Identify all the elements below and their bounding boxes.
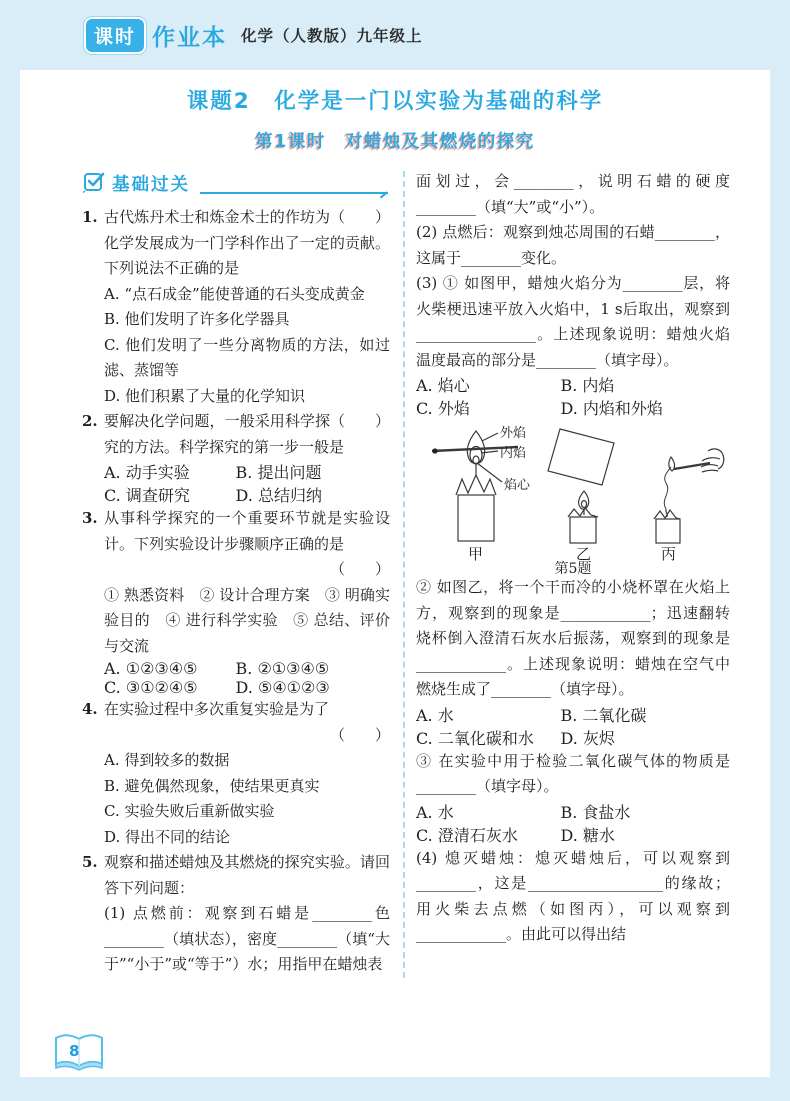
option-b: B. 二氧化碳 — [560, 705, 647, 725]
section-title: 基础过关 — [112, 174, 190, 195]
option-b: B. 避免偶然现象，使结果更真实 — [104, 776, 320, 795]
option-b: B. 食盐水 — [560, 802, 631, 822]
option-row — [104, 483, 390, 506]
option-row — [416, 726, 730, 749]
option-c: C. 他们发明了一些分离物质的方法，如过滤、蒸馏等 — [104, 335, 390, 379]
option-a: A. 水 — [416, 802, 454, 822]
option-c: C. 澄清石灰水 — [416, 825, 518, 845]
flame-label-core: 焰心 — [504, 478, 531, 493]
page-body — [20, 70, 770, 1077]
candle-experiment-figure — [416, 421, 730, 575]
question-5 — [82, 850, 390, 978]
two-column-layout — [82, 169, 730, 978]
option-a: A. 得到较多的数据 — [104, 751, 230, 769]
lesson-subtitle: 第1课时 对蜡烛及其燃烧的探究 — [255, 132, 535, 152]
option-row — [416, 373, 730, 396]
option-c: C. 实验失败后重新做实验 — [104, 802, 275, 820]
option-a: A. 焰心 — [416, 376, 470, 395]
question-stem: （ ） 要解决化学问题，一般采用科学探究的方法。科学探究的第一步一般是 — [104, 409, 390, 460]
section-header — [82, 169, 390, 197]
page-number: 8 — [69, 1042, 80, 1060]
question-3 — [82, 506, 390, 697]
option-b: B. 他们发明了许多化学器具 — [104, 310, 290, 328]
option-a: A. “点石成金”能使普通的石头变成黄金 — [104, 284, 365, 303]
option-a: A. 动手实验 — [104, 463, 190, 482]
page-number-badge — [52, 1031, 106, 1075]
sub-question-3b: ② 如图乙，将一个干而冷的小烧杯罩在火焰上方，观察到的现象是____________；迅速翻转烧杯倒入澄清石灰水后振荡，观察到的现象是____________。上述现象说明：蜡烛在空气中燃烧生成了________（填字母）。 — [416, 578, 730, 698]
option-d: D. 灰烬 — [560, 728, 615, 748]
answer-bracket: （ ） — [329, 412, 390, 430]
edition-label: 化学（人教版）九年级上 — [241, 27, 423, 45]
figure-caption-jia: 甲 — [468, 545, 484, 563]
option-c: C. 调查研究 — [104, 486, 190, 505]
option-d: D. 糖水 — [560, 825, 615, 845]
option-d: D. 得出不同的结论 — [104, 827, 231, 846]
answer-bracket: （ ） — [329, 725, 390, 744]
left-column — [82, 169, 390, 978]
answer-bracket: （ ） — [329, 560, 390, 578]
option-row — [416, 703, 730, 726]
q5-continuation: 面划过，会________，说明石蜡的硬度________（填“大”或“小”）。 — [416, 172, 730, 216]
option-b: B. ②①③④⑤ — [235, 659, 330, 678]
checkbox-icon — [82, 169, 106, 197]
numbered-steps: ① 熟悉资料 ② 设计合理方案 ③ 明确实验目的 ④ 进行科学实验 ⑤ 总结、评价与交流 — [104, 585, 390, 655]
question-number: 3. — [82, 509, 98, 527]
question-4 — [82, 697, 390, 850]
option-row — [104, 678, 390, 697]
option-b: B. 提出问题 — [235, 463, 322, 482]
option-b: B. 内焰 — [560, 376, 615, 395]
column-divider — [403, 171, 405, 978]
question-2 — [82, 409, 390, 506]
figure-caption-yi: 乙 — [576, 545, 592, 563]
figure-caption-bing: 丙 — [661, 545, 677, 563]
question-stem: 观察和描述蜡烛及其燃烧的探究实验。请回答下列问题： — [104, 853, 390, 897]
option-row — [104, 659, 390, 678]
sub-question-4: (4) 熄灭蜡烛：熄灭蜡烛后，可以观察到________，这是__________________的缘故；用火柴去点燃（如图丙），可以观察到____________。由此可以得出结 — [416, 848, 730, 943]
figure-title: 第5题 — [554, 561, 592, 575]
brand-name: 作业本 — [152, 24, 228, 51]
option-d: D. 内焰和外焰 — [560, 399, 663, 418]
sub-question-2: (2) 点燃后：观察到烛芯周围的石蜡________，这属于________变化。 — [416, 223, 730, 267]
option-c: C. ③①②④⑤ — [104, 678, 198, 697]
question-stem: 从事科学探究的一个重要环节就是实验设计。下列实验设计步骤顺序正确的是 — [104, 509, 390, 553]
open-book-icon — [52, 1031, 106, 1075]
question-1 — [82, 205, 390, 409]
sub-question-1: (1) 点燃前：观察到石蜡是________色________（填状态），密度________（填“大于”“小于”或“等于”）水；用指甲在蜡烛表 — [104, 904, 390, 973]
flame-label-inner: 内焰 — [500, 446, 527, 461]
answer-bracket: （ ） — [329, 208, 390, 226]
question-number: 5. — [82, 853, 98, 871]
right-column — [416, 169, 730, 978]
lesson-title: 课题2 化学是一门以实验为基础的科学 — [186, 89, 604, 114]
flame-label-outer: 外焰 — [500, 426, 527, 441]
option-d: D. 总结归纳 — [235, 486, 322, 505]
section-underline — [200, 192, 388, 194]
option-c: C. 外焰 — [416, 399, 470, 418]
option-row — [416, 396, 730, 419]
option-row — [416, 800, 730, 823]
option-row — [104, 460, 390, 483]
question-number: 1. — [82, 208, 98, 226]
option-d: D. 他们积累了大量的化学知识 — [104, 386, 306, 405]
sub-question-3c: ③ 在实验中用于检验二氧化碳气体的物质是________（填字母）。 — [416, 751, 730, 795]
candle-diagram-icon — [418, 421, 728, 575]
sub-question-3: (3) ① 如图甲，蜡烛火焰分为________层，将火柴梗迅速平放入火焰中，1 s后取出，观察到________________。上述现象说明：蜡烛火焰温度最高的部分是________（填字母）。 — [416, 274, 730, 369]
question-number: 2. — [82, 412, 98, 430]
option-d: D. ⑤④①②③ — [235, 678, 330, 697]
brand-badge: 课时 — [84, 17, 146, 54]
option-row — [416, 823, 730, 846]
option-c: C. 二氧化碳和水 — [416, 728, 534, 748]
option-a: A. 水 — [416, 705, 454, 725]
question-stem: 在实验过程中多次重复实验是为了 — [104, 700, 330, 718]
option-a: A. ①②③④⑤ — [104, 659, 198, 678]
question-number: 4. — [82, 700, 98, 718]
question-stem: （ ） 古代炼丹术士和炼金术士的作坊为化学发展成为一门学科作出了一定的贡献。下列说法不正确的是 — [104, 205, 390, 282]
page-header — [0, 0, 790, 70]
